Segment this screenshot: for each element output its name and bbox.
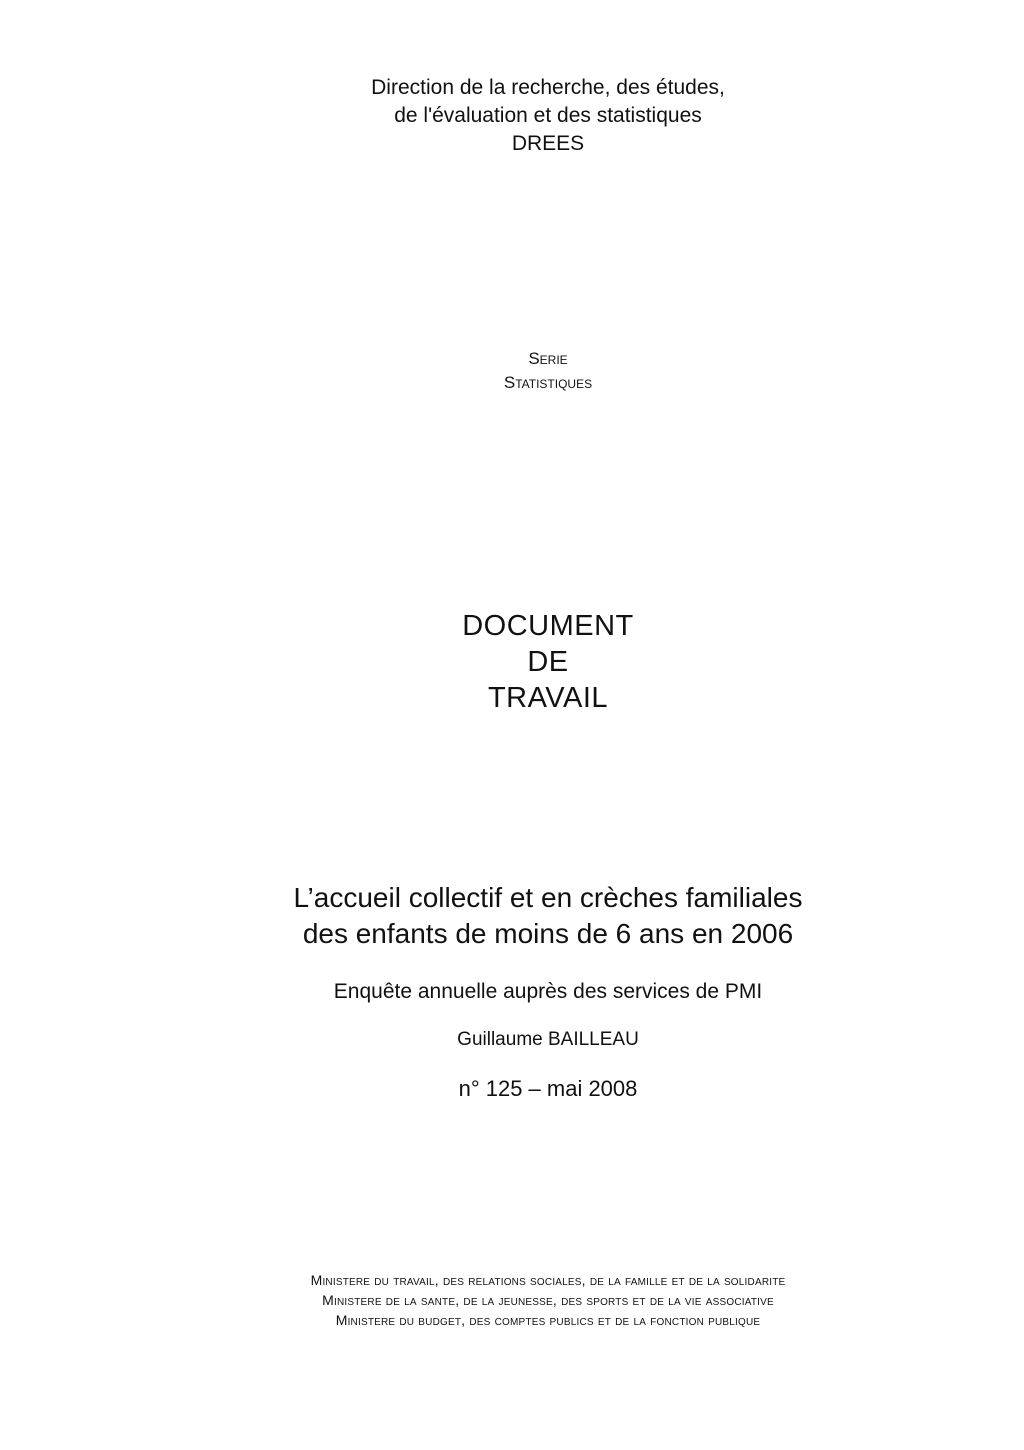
document-type-line-3: TRAVAIL: [487, 682, 609, 714]
title-line-1: L’accueil collectif et en crèches familiales: [293, 882, 803, 913]
series-line-2: Statistiques: [503, 373, 593, 392]
document-type-line-1: DOCUMENT: [462, 610, 634, 642]
document-type: [72, 608, 1024, 716]
publisher-line-1: Direction de la recherche, des études,: [371, 76, 725, 99]
ministry-line: Ministere du budget, des comptes publics et de la fonction publique: [335, 1312, 761, 1328]
document-type-line-2: DE: [527, 646, 569, 678]
issue-number-date: n° 125 – mai 2008: [458, 1076, 638, 1101]
ministries-footer: [72, 1270, 1024, 1330]
document-title: [72, 880, 1024, 952]
title-line-2: des enfants de moins de 6 ans en 2006: [302, 918, 794, 949]
publisher-acronym: DREES: [511, 132, 585, 155]
publisher-line-2: de l'évaluation et des statistiques: [394, 104, 702, 127]
ministry-line: Ministere de la sante, de la jeunesse, des sports et de la vie associative: [322, 1292, 774, 1308]
document-subtitle: Enquête annuelle auprès des services de PMI: [333, 980, 763, 1003]
publisher-header: [72, 74, 1024, 158]
series-label: [72, 347, 1024, 395]
ministry-line: Ministere du travail, des relations sociales, de la famille et de la solidarite: [310, 1272, 786, 1288]
author-name: Guillaume BAILLEAU: [457, 1029, 639, 1050]
series-line-1: Serie: [528, 349, 568, 368]
